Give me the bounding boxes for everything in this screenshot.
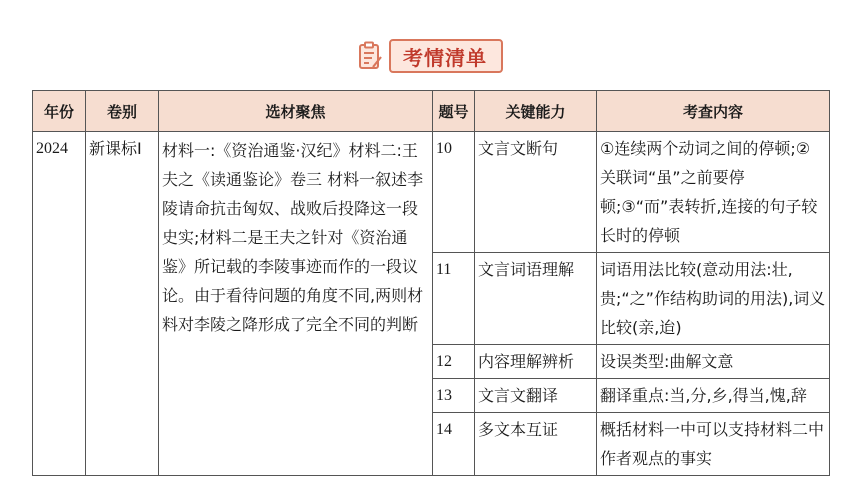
exam-content: 概括材料一中可以支持材料二中作者观点的事实	[597, 413, 830, 476]
header-material: 选材聚焦	[159, 91, 433, 132]
header-content: 考查内容	[597, 91, 830, 132]
page-title: 考情清单	[389, 39, 503, 73]
exam-content: 设误类型:曲解文意	[597, 345, 830, 379]
question-number: 14	[433, 413, 475, 476]
header-row	[33, 91, 830, 132]
checklist-icon	[357, 41, 383, 71]
key-ability: 内容理解辨析	[475, 345, 597, 379]
header-key-ability: 关键能力	[475, 91, 597, 132]
header-paper: 卷别	[86, 91, 159, 132]
paper-cell: 新课标Ⅰ	[86, 132, 159, 476]
header-year: 年份	[33, 91, 86, 132]
exam-table	[32, 90, 830, 476]
key-ability: 多文本互证	[475, 413, 597, 476]
exam-content: 词语用法比较(意动用法:壮,贵;“之”作结构助词的用法),词义比较(亲,迨)	[597, 253, 830, 345]
key-ability: 文言文翻译	[475, 379, 597, 413]
table-row	[33, 132, 830, 253]
header-question-number: 题号	[433, 91, 475, 132]
question-number: 12	[433, 345, 475, 379]
question-number: 13	[433, 379, 475, 413]
key-ability: 文言文断句	[475, 132, 597, 253]
material-cell: 材料一:《资治通鉴·汉纪》材料二:王夫之《读通鉴论》卷三 材料一叙述李陵请命抗击匈奴、战败后投降这一段史实;材料二是王夫之针对《资治通鉴》所记载的李陵事迹而作的一段议论。由于看待问题的角度不同,两则材料对李陵之降形成了完全不同的判断	[159, 132, 433, 476]
exam-content: 翻译重点:当,分,乡,得当,愧,辞	[597, 379, 830, 413]
title-area	[0, 36, 860, 76]
question-number: 11	[433, 253, 475, 345]
year-cell: 2024	[33, 132, 86, 476]
exam-content: ①连续两个动词之间的停顿;②关联词“虽”之前要停顿;③“而”表转折,连接的句子较长时的停顿	[597, 132, 830, 253]
key-ability: 文言词语理解	[475, 253, 597, 345]
title-badge	[357, 39, 503, 73]
question-number: 10	[433, 132, 475, 253]
